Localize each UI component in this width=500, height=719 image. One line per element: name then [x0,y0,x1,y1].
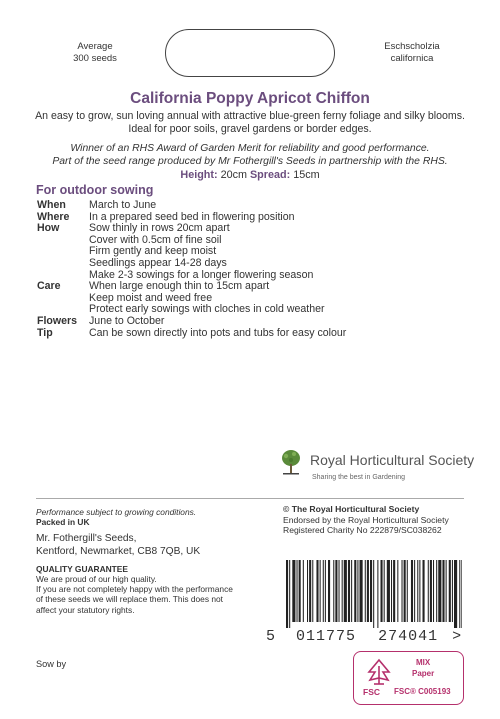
barcode-bar [307,560,308,622]
barcode-bar [430,560,432,622]
barcode-bar [292,560,295,622]
sowing-row-label: How [37,222,60,235]
rhs-tree-icon [280,449,302,477]
barcode-bar [452,560,453,622]
barcode-bar [393,560,395,622]
barcode-bar [370,560,372,622]
award-text [25,142,475,168]
sowing-row-text: Can be sown directly into pots and tubs for easy colour [89,326,347,339]
guarantee-line: affect your statutory rights. [36,604,135,615]
barcode-bar [351,560,352,622]
fsc-code: FSC® C005193 [394,687,451,696]
sowing-row-text: Cover with 0.5cm of fine soil [89,233,222,246]
average-label: Average [77,41,113,52]
barcode-bar [365,560,366,622]
barcode-bar [402,560,403,622]
sowing-row-text: June to October [89,315,165,327]
barcode [286,560,462,628]
barcode-bar [391,560,392,622]
product-description [25,110,475,136]
sowing-row-text: In a prepared seed bed in flowering position [89,210,295,223]
barcode-bar [377,560,378,628]
barcode-bar [303,560,304,622]
barcode-group-2: 274041 [378,628,439,645]
barcode-bar [312,560,313,622]
award-line: Part of the seed range produced by Mr Fothergill's Seeds in partnership with the RHS. [52,156,448,167]
barcode-bar [384,560,385,622]
barcode-bar [299,560,301,622]
award-line: Winner of an RHS Award of Garden Merit for reliability and good performance. [70,143,430,154]
latin-name [372,41,452,64]
barcode-group-1: 011775 [296,628,357,645]
barcode-bar [381,560,383,622]
sowing-heading: For outdoor sowing [36,183,154,197]
guarantee-line: If you are not completely happy with the performance [36,584,233,595]
intro-line: An easy to grow, sun loving annual with attractive blue-green ferny foliage and silky blooms. [35,110,465,122]
sowing-row-label: When [37,199,66,211]
rhs-copyright: © The Royal Horticultural Society [283,504,420,514]
barcode-bar [344,560,347,622]
sowing-row-text: Protect early sowings with cloches in cold weather [89,303,325,316]
spread-value: 15cm [293,169,320,181]
barcode-bar [428,560,429,622]
barcode-bar [446,560,447,622]
barcode-bar [354,560,356,622]
barcode-bar [360,560,363,622]
species: californica [390,52,434,64]
barcode-bar [320,560,321,622]
barcode-bar [404,560,406,622]
barcode-bar [459,560,460,628]
barcode-bar [397,560,398,622]
rhs-name: Royal Horticultural Society [310,452,475,468]
sowing-row-label: Where [37,210,70,223]
rhs-endorsed: Endorsed by the Royal Horticultural Society [283,514,449,525]
barcode-bar [357,560,358,622]
packed-in: Packed in UK [36,517,90,528]
rhs-info [283,504,483,536]
height-label: Height: [180,169,218,181]
sowing-row-text: Seedlings appear 14-28 days [89,257,227,269]
barcode-bar [309,560,311,622]
genus: Eschscholzia [384,41,440,52]
barcode-bar [414,560,415,622]
guarantee-line: of these seeds we will replace them. This does not [36,594,223,605]
fsc-logo [353,651,464,705]
window-oval [165,29,335,77]
sowing-row-label: Tip [37,326,53,339]
barcode-bar [297,560,298,622]
barcode-bar [289,560,290,628]
seed-count: 300 seeds [73,52,117,64]
barcode-bar [348,560,350,622]
barcode-bar [436,560,437,622]
height-value: 20cm [220,169,247,181]
sow-by-label: Sow by [36,659,67,669]
barcode-bar [373,560,374,628]
barcode-bar [461,560,462,628]
barcode-bar [342,560,343,622]
product-title: California Poppy Apricot Chiffon [130,90,370,107]
barcode-bar [323,560,324,622]
sowing-row-text: When large enough thin to 15cm apart [89,280,270,293]
barcode-bar [442,560,444,622]
spread-label: Spread: [249,169,291,181]
guarantee-line: We are proud of our high quality. [36,574,157,585]
guarantee-heading: QUALITY GUARANTEE [36,563,128,574]
fsc-tree-icon [366,658,392,686]
performance-note: Performance subject to growing conditions. [36,507,197,517]
barcode-bar [438,560,441,622]
sowing-row-text: Sow thinly in rows 20cm apart [89,222,230,235]
sowing-row-text: March to June [89,199,157,211]
average-seeds [60,41,130,64]
barcode-bar [449,560,451,622]
sowing-row-text: Keep moist and weed free [89,291,213,304]
fsc-label: FSC [363,687,380,697]
barcode-bar [411,560,413,622]
barcode-bar [328,560,330,622]
barcode-bar [417,560,418,622]
company-address [36,533,266,557]
company-line: Kentford, Newmarket, CB8 7QB, UK [36,545,201,557]
packing-info [36,507,266,615]
dimensions [0,169,500,181]
rhs-tagline: Sharing the best in Gardening [312,474,406,481]
barcode-bar [407,560,408,622]
intro-line: Ideal for poor soils, gravel gardens or border edges. [128,123,372,135]
barcode-bar [423,560,425,622]
barcode-bar [454,560,457,628]
barcode-bar [387,560,390,622]
sowing-row-label: Care [37,280,61,293]
barcode-bar [333,560,334,622]
divider [36,498,464,499]
barcode-end-mark: > [452,628,463,645]
company-line: Mr. Fothergill's Seeds, [36,533,137,545]
fsc-mix: MIX [416,658,431,667]
barcode-bar [339,560,340,622]
barcode-bar [286,560,288,628]
barcode-first-digit: 5 [266,628,277,645]
barcode-bar [335,560,337,622]
sowing-row-text: Firm gently and keep moist [89,245,217,258]
barcode-bar [316,560,318,622]
barcode-bar [419,560,420,622]
barcode-bar [367,560,369,622]
rhs-charity: Registered Charity No 222879/SC038262 [283,525,442,536]
fsc-paper: Paper [412,669,435,678]
barcode-bar [325,560,326,622]
sowing-row-label: Flowers [37,315,78,327]
barcode-number [266,628,462,645]
sowing-row-text: Make 2-3 sowings for a longer flowering season [89,268,314,281]
barcode-bar [433,560,434,622]
